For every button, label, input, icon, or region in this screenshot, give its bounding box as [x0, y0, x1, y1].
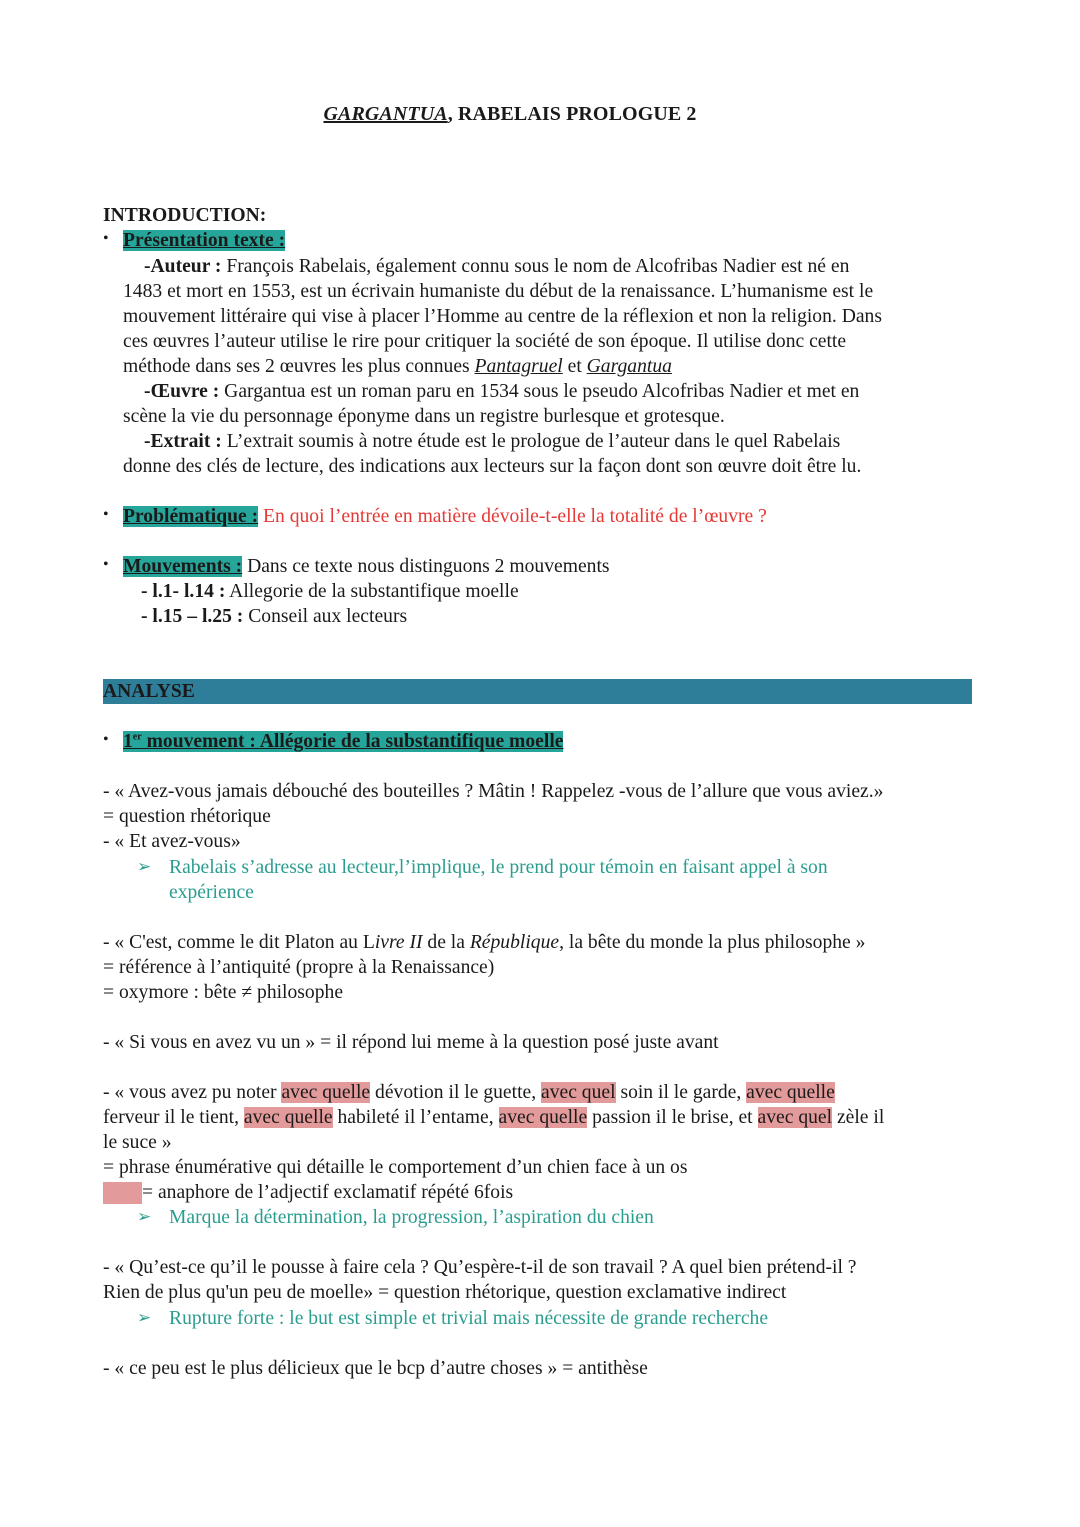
arrow-icon: ➢: [137, 857, 152, 876]
mvt1-title: mouvement : Allégorie de la substantifique moelle: [141, 731, 564, 752]
auteur-text-1: François Rabelais, également connu sous le nom de Alcofribas Nadier est né en: [221, 256, 850, 277]
q1-note: = question rhétorique: [103, 806, 271, 827]
q5-line-3: le suce »: [103, 1132, 172, 1153]
oeuvre-line-1: [144, 379, 859, 404]
mvt1-text: Allegorie de la substantifique moelle: [225, 581, 519, 602]
mvt1-sup: er: [132, 731, 142, 743]
mvt1-heading: [123, 729, 563, 754]
work-gargantua: Gargantua: [586, 356, 672, 377]
problematique-text: En quoi l’entrée en matière dévoile-t-elle la totalité de l’œuvre ?: [258, 506, 767, 527]
mouvements-text: Dans ce texte nous distinguons 2 mouvements: [242, 556, 610, 577]
mvt2-line: [141, 604, 407, 629]
q3-c: de la: [422, 932, 470, 953]
q5-note-1: = phrase énumérative qui détaille le comportement d’un chien face à un os: [103, 1157, 688, 1178]
anaphore-3: avec quelle: [746, 1082, 835, 1103]
title-rest: , RABELAIS PROLOGUE 2: [447, 103, 697, 125]
mvt2-label: - l.15 – l.25 :: [141, 606, 244, 627]
auteur-last-prefix: méthode dans ses 2 œuvres les plus connues: [123, 356, 475, 377]
anaphore-4: avec quelle: [243, 1107, 333, 1128]
q5-l2-b: habileté il l’entame,: [332, 1107, 499, 1128]
q5-l1-b: dévotion il le guette,: [370, 1082, 542, 1103]
title-work: GARGANTUA: [323, 103, 448, 125]
mvt1-line: [141, 579, 519, 604]
auteur-label: -Auteur :: [144, 256, 222, 277]
q2-arrow-line-2: expérience: [169, 882, 254, 903]
oeuvre-label: -Œuvre :: [144, 381, 220, 402]
q5-arrow: Marque la détermination, la progression, l’aspiration du chien: [169, 1207, 654, 1228]
q3-note-1: = référence à l’antiquité (propre à la Renaissance): [103, 957, 495, 978]
q3-e: , la bête du monde la plus philosophe »: [559, 932, 866, 953]
bullet-problematique: •: [103, 506, 109, 523]
anaphore-6: avec quel: [757, 1107, 833, 1128]
anaphore-1: avec quelle: [281, 1082, 371, 1103]
q3-note-2: = oxymore : bête ≠ philosophe: [103, 982, 344, 1003]
problematique-label: Problématique :: [123, 506, 259, 527]
q3-d: République: [469, 932, 560, 953]
q2-quote: - « Et avez-vous»: [103, 831, 241, 852]
arrow-icon: ➢: [137, 1308, 152, 1327]
work-pantagruel: Pantagruel: [474, 356, 563, 377]
problematique-line: [123, 504, 767, 529]
bullet-presentation: •: [103, 230, 109, 247]
anaphore-color-key: [103, 1182, 142, 1204]
oeuvre-text-1: Gargantua est un roman paru en 1534 sous le pseudo Alcofribas Nadier et met en: [219, 381, 860, 402]
intro-heading: INTRODUCTION:: [103, 205, 267, 226]
auteur-line-1: [144, 254, 849, 279]
work-and: et: [562, 356, 587, 377]
mouvements-line: [123, 554, 610, 579]
auteur-line-2: 1483 et mort en 1553, est un écrivain humaniste du début de la renaissance. L’humanisme est le: [123, 281, 874, 302]
q1-quote: - « Avez-vous jamais débouché des bouteilles ? Mâtin ! Rappelez -vous de l’allure que vous aviez.»: [103, 781, 884, 802]
q5-l1-c: soin il le garde,: [615, 1082, 747, 1103]
q5-l1-a: - « vous avez pu noter: [103, 1082, 282, 1103]
q7-quote: - « ce peu est le plus délicieux que le bcp d’autre choses » = antithèse: [103, 1358, 648, 1379]
mvt2-text: Conseil aux lecteurs: [243, 606, 408, 627]
q5-line-1: [103, 1080, 835, 1105]
q5-l2-a: ferveur il le tient,: [103, 1107, 244, 1128]
document-title: [0, 103, 1020, 126]
q3-quote: [103, 930, 865, 955]
mvt1-heading-label: [123, 731, 563, 752]
q4-quote: - « Si vous en avez vu un » = il répond lui meme à la question posé juste avant: [103, 1032, 719, 1053]
q6-arrow: Rupture forte : le but est simple et trivial mais nécessite de grande recherche: [169, 1308, 769, 1329]
q3-b: ivre II: [374, 932, 423, 953]
anaphore-5: avec quelle: [498, 1107, 588, 1128]
q2-arrow-line-1: Rabelais s’adresse au lecteur,l’implique, le prend pour témoin en faisant appel à son: [169, 857, 828, 878]
extrait-line-2: donne des clés de lecture, des indications aux lecteurs sur la façon dont son œuvre doit être lu.: [123, 456, 862, 477]
auteur-line-5: [123, 354, 672, 379]
q6-line-1: - « Qu’est-ce qu’il le pousse à faire cela ? Qu’espère-t-il de son travail ? A quel bien prétend-il ?: [103, 1257, 857, 1278]
auteur-line-3: mouvement littéraire qui vise à placer l’Homme au centre de la réflexion et non la religion. Dans: [123, 306, 882, 327]
mouvements-label: Mouvements :: [123, 556, 243, 577]
oeuvre-line-2: scène la vie du personnage éponyme dans un registre burlesque et grotesque.: [123, 406, 725, 427]
presentation-heading: [123, 228, 285, 253]
mvt1-num: 1: [123, 731, 133, 752]
q5-l2-d: zèle il: [832, 1107, 885, 1128]
q5-l2-c: passion il le brise, et: [587, 1107, 758, 1128]
analyse-heading: ANALYSE: [103, 679, 972, 704]
extrait-label: -Extrait :: [144, 431, 222, 452]
q3-a: - « C'est, comme le dit Platon au L: [103, 932, 375, 953]
presentation-label: Présentation texte :: [123, 230, 286, 251]
extrait-line-1: [144, 429, 840, 454]
bullet-mvt1: •: [103, 731, 109, 748]
q5-note-2: = anaphore de l’adjectif exclamatif répété 6fois: [142, 1182, 514, 1203]
q5-line-2: [103, 1105, 884, 1130]
auteur-line-4: ces œuvres l’auteur utilise le rire pour critiquer la société de son époque. Il utilise donc cette: [123, 331, 847, 352]
mvt1-label: - l.1- l.14 :: [141, 581, 226, 602]
q6-line-2: Rien de plus qu'un peu de moelle» = question rhétorique, question exclamative indirect: [103, 1282, 787, 1303]
bullet-mouvements: •: [103, 556, 109, 573]
anaphore-2: avec quel: [541, 1082, 616, 1103]
extrait-text-1: L’extrait soumis à notre étude est le prologue de l’auteur dans le quel Rabelais: [221, 431, 841, 452]
arrow-icon: ➢: [137, 1207, 152, 1226]
